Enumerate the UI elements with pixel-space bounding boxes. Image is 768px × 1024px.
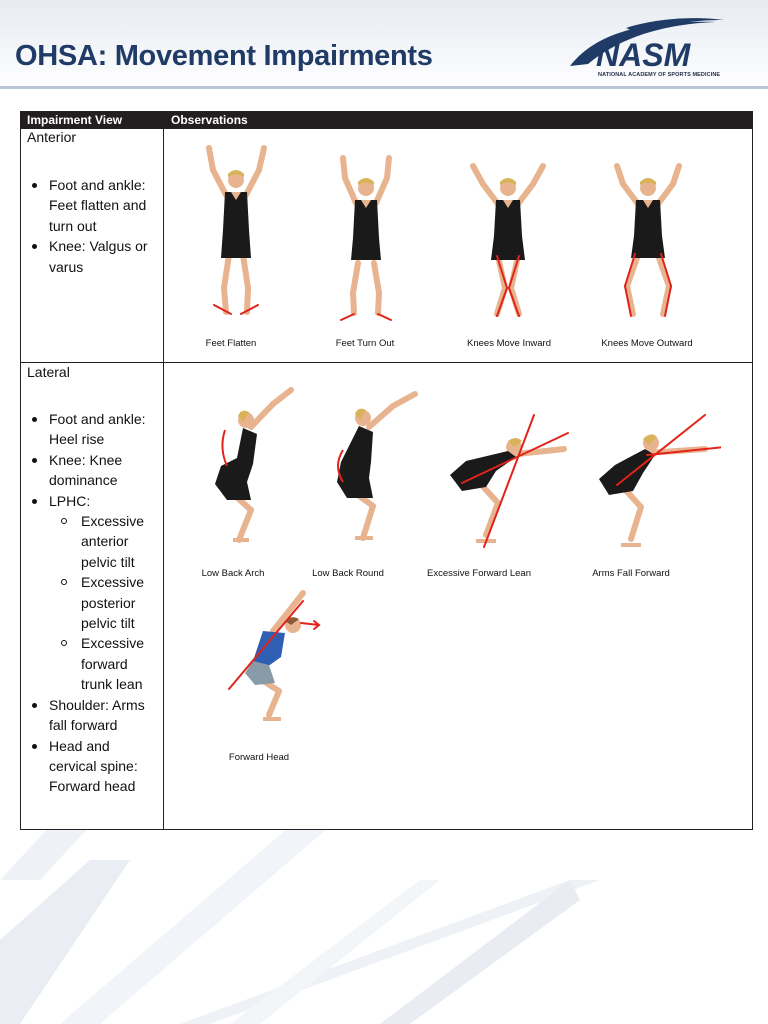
figure-low-back-arch <box>191 382 301 552</box>
lphc-sub-forward-trunk-lean: Excessive forward trunk lean <box>49 633 161 694</box>
caption-knees-move-inward: Knees Move Inward <box>467 338 551 349</box>
column-divider <box>163 129 164 829</box>
caption-arms-fall-forward: Arms Fall Forward <box>592 568 670 579</box>
anterior-bullet-foot-ankle: Foot and ankle: Feet flatten and turn out <box>27 175 161 236</box>
figure-low-back-round <box>311 382 421 552</box>
figure-feet-flatten <box>191 140 281 320</box>
lphc-sub-posterior-tilt: Excessive posterior pelvic tilt <box>49 572 161 633</box>
caption-forward-head: Forward Head <box>228 752 290 763</box>
lphc-sub-list <box>49 511 161 695</box>
lateral-bullet-foot-ankle: Foot and ankle: Heel rise <box>27 409 161 450</box>
header-rule <box>0 86 768 89</box>
figure-excessive-forward-lean <box>436 407 576 552</box>
impairments-table <box>20 111 753 830</box>
figure-knees-move-inward <box>463 156 553 336</box>
lateral-bullet-shoulder: Shoulder: Arms fall forward <box>27 695 161 736</box>
lateral-bullet-lphc-label: LPHC: <box>49 492 91 509</box>
lateral-view-title: Lateral <box>27 364 70 380</box>
caption-feet-turn-out: Feet Turn Out <box>335 338 395 349</box>
lateral-observations-list <box>27 409 161 797</box>
anterior-observations-list <box>27 175 161 277</box>
logo-tagline: NATIONAL ACADEMY OF SPORTS MEDICINE <box>598 72 721 78</box>
lateral-bullet-lphc <box>27 491 161 695</box>
caption-low-back-arch: Low Back Arch <box>201 568 265 579</box>
lphc-sub-anterior-tilt: Excessive anterior pelvic tilt <box>49 511 161 572</box>
lateral-bullet-knee: Knee: Knee dominance <box>27 450 161 491</box>
caption-knees-move-outward: Knees Move Outward <box>601 338 693 349</box>
nasm-logo <box>566 14 728 84</box>
caption-feet-flatten: Feet Flatten <box>205 338 257 349</box>
column-header-observations: Observations <box>171 113 248 127</box>
lateral-bullet-head-cervical: Head and cervical spine: Forward head <box>27 736 161 797</box>
figure-knees-move-outward <box>603 156 693 336</box>
figure-feet-turn-out <box>321 148 411 328</box>
row-divider <box>21 362 752 363</box>
table-header-row <box>21 112 752 129</box>
figure-arms-fall-forward <box>581 407 721 552</box>
caption-low-back-round: Low Back Round <box>312 568 384 579</box>
caption-excessive-forward-lean: Excessive Forward Lean <box>426 568 532 579</box>
anterior-bullet-knee: Knee: Valgus or varus <box>27 236 161 277</box>
column-header-impairment-view: Impairment View <box>27 113 123 127</box>
page-title: OHSA: Movement Impairments <box>15 40 433 72</box>
anterior-view-title: Anterior <box>27 129 77 145</box>
logo-wordmark: NASM <box>596 37 691 73</box>
figure-forward-head <box>211 587 321 727</box>
